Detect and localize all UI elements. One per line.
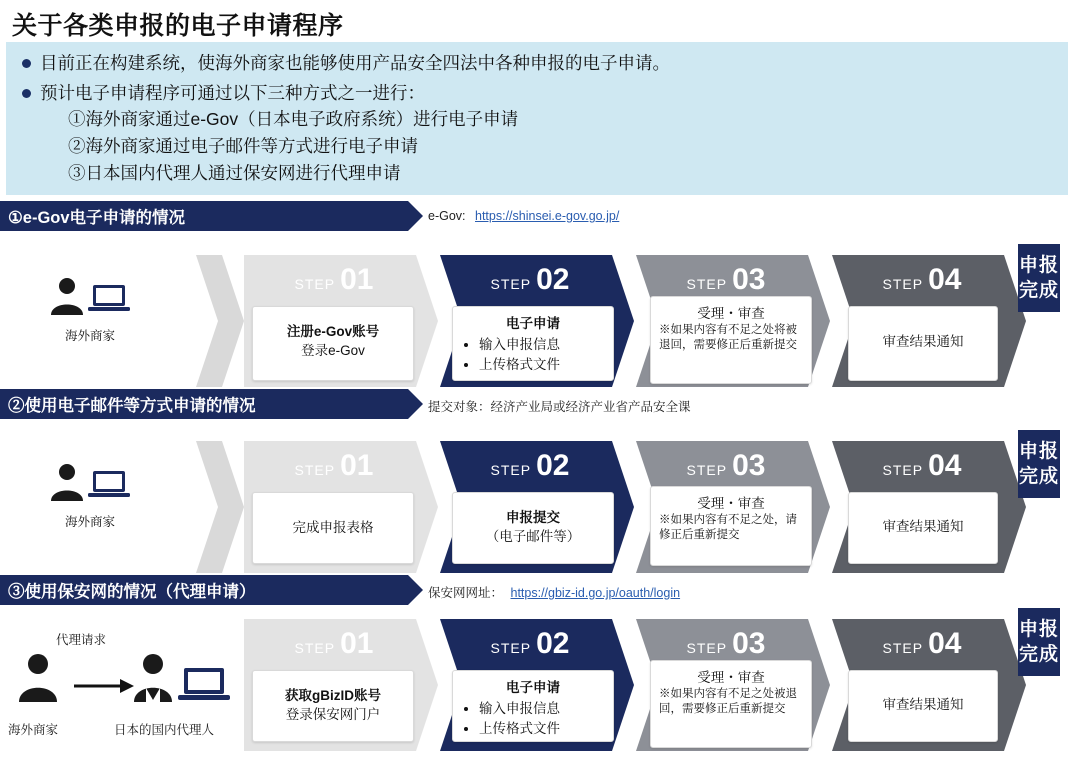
- section-1-card-2: 电子申请 • 输入申报信息 • 上传格式文件: [452, 306, 614, 381]
- page-title: 关于各类申报的电子申请程序: [12, 12, 344, 40]
- merchant-with-laptop-icon: [45, 463, 135, 507]
- intro-subline-2: ②海外商家通过电子邮件等方式进行电子申请: [68, 136, 418, 156]
- section-3-card-4: 审查结果通知: [848, 670, 998, 742]
- hoanweb-link[interactable]: https://gbiz-id.go.jp/oauth/login: [510, 586, 681, 600]
- intro-bullet-2: 预计电子申请程序可通过以下三种方式之一进行：: [6, 80, 1068, 106]
- section-3-card-2: 电子申请 • 输入申报信息 • 上传格式文件: [452, 670, 614, 742]
- section-2-note: 提交对象：经济产业局或经济产业省产品安全课: [428, 400, 691, 414]
- section-1-card-2-list: • 输入申报信息 • 上传格式文件: [467, 335, 605, 374]
- flow-arrow-1: [196, 255, 244, 387]
- section-3-card-1: 获取gBizID账号 登录保安网门户: [252, 670, 414, 742]
- step-4-number: STEP 04: [882, 449, 962, 482]
- step-1-number: STEP 01: [294, 263, 374, 296]
- section-3-note: 保安网网址： https://gbiz-id.go.jp/oauth/login: [428, 586, 681, 600]
- section-2-card-3: 受理・审查 ※如果内容有不足之处，请修正后重新提交: [650, 486, 812, 566]
- actor-caption-merchant: 海外商家: [8, 723, 59, 737]
- section-2-card-4: 审查结果通知: [848, 492, 998, 564]
- step-2-number: STEP 02: [490, 627, 570, 660]
- merchant-to-agent-icon: [8, 648, 248, 720]
- actor-group-3: [8, 630, 248, 750]
- section-3-header: ③使用保安网的情况（代理申请）: [0, 575, 408, 605]
- actor-overseas-merchant-2: [30, 463, 150, 530]
- section-2-card-2: 申报提交 （电子邮件等）: [452, 492, 614, 564]
- step-3-number: STEP 03: [686, 627, 766, 660]
- section-3-card-2-list: • 输入申报信息 • 上传格式文件: [467, 699, 605, 738]
- actor-caption: 海外商家: [64, 329, 115, 343]
- actor-caption-agent: 日本的国内代理人: [114, 723, 215, 737]
- bullet-dot-icon: [22, 59, 31, 68]
- step-2-number: STEP 02: [490, 263, 570, 296]
- egov-link[interactable]: https://shinsei.e-gov.go.jp/: [475, 209, 620, 223]
- section-1-card-4: 审查结果通知: [848, 306, 998, 381]
- step-4-number: STEP 04: [882, 627, 962, 660]
- section-1-header: ①e-Gov电子申请的情况: [0, 201, 408, 231]
- section-1-complete-badge: 申报完成: [1018, 244, 1060, 312]
- step-3-number: STEP 03: [686, 449, 766, 482]
- step-1-number: STEP 01: [294, 627, 374, 660]
- step-4-number: STEP 04: [882, 263, 962, 296]
- intro-subline-1: ①海外商家通过e-Gov（日本电子政府系统）进行电子申请: [68, 109, 519, 129]
- merchant-with-laptop-icon: [45, 277, 135, 321]
- step-3-number: STEP 03: [686, 263, 766, 296]
- section-3-card-3: 受理・审查 ※如果内容有不足之处被退回，需要修正后重新提交: [650, 660, 812, 748]
- flow-arrow-2: [196, 441, 244, 573]
- actor-overseas-merchant-1: [30, 277, 150, 344]
- section-2-card-1: 完成申报表格: [252, 492, 414, 564]
- section-3-complete-badge: 申报完成: [1018, 608, 1060, 676]
- bullet-dot-icon: [22, 89, 31, 98]
- actor-caption: 海外商家: [64, 515, 115, 529]
- intro-bullet-1: 目前正在构建系统，使海外商家也能够使用产品安全四法中各种申报的电子申请。: [6, 50, 1068, 76]
- intro-box: [6, 42, 1068, 195]
- section-1-card-1: 注册e-Gov账号 登录e-Gov: [252, 306, 414, 381]
- section-1-note: e-Gov: https://shinsei.e-gov.go.jp/: [428, 209, 620, 223]
- agent-request-label: 代理请求: [56, 633, 107, 647]
- section-2-header: ②使用电子邮件等方式申请的情况: [0, 389, 408, 419]
- section-2-complete-badge: 申报完成: [1018, 430, 1060, 498]
- intro-subline-3: ③日本国内代理人通过保安网进行代理申请: [68, 163, 401, 183]
- section-1-card-3: 受理・审查 ※如果内容有不足之处将被退回，需要修正后重新提交: [650, 296, 812, 384]
- step-2-number: STEP 02: [490, 449, 570, 482]
- step-1-number: STEP 01: [294, 449, 374, 482]
